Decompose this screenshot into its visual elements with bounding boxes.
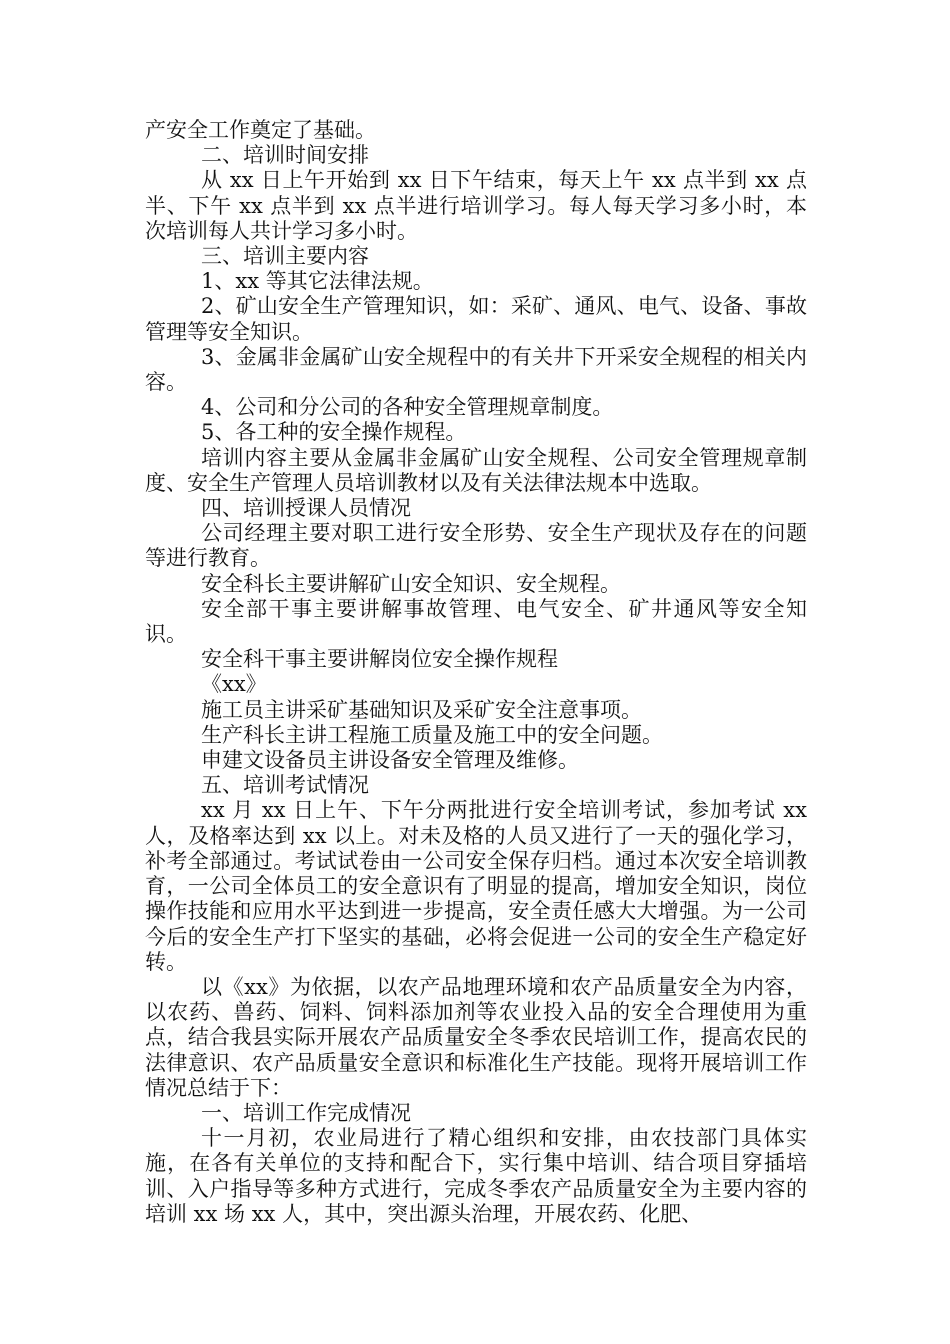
paragraph: xx 月 xx 日上午、下午分两批进行安全培训考试，参加考试 xx 人，及格率达到 xx 以上。对未及格的人员又进行了一天的强化学习，补考全部通过。考试试卷由一公司安全保存归档。通过本次安全培训教育，一公司全体员工的安全意识有了明显的提高，增加安全知识，岗位操作技能和应用水平达到进一步提高，安全责任感大大增强。为一公司今后的安全生产打下坚实的基础，必将会促进一公司的安全生产稳定好转。 (145, 798, 807, 974)
paragraph: 安全部干事主要讲解事故管理、电气安全、矿井通风等安全知识。 (145, 596, 807, 647)
list-item: 5、各工种的安全操作规程。 (201, 420, 467, 445)
paragraph: 培训内容主要从金属非金属矿山安全规程、公司安全管理规章制度、安全生产管理人员培训教材以及有关法律法规本中选取。 (145, 445, 807, 495)
paragraph: 安全科长主要讲解矿山安全知识、安全规程。 (201, 571, 621, 596)
list-item: 2、矿山安全生产管理知识，如：采矿、通风、电气、设备、事故管理等安全知识。 (145, 294, 807, 344)
section-heading: 一、培训工作完成情况 (201, 1100, 411, 1125)
section-heading: 三、培训主要内容 (201, 244, 369, 269)
list-item: 1、xx 等其它法律法规。 (201, 269, 434, 294)
section-heading: 二、培训时间安排 (201, 143, 369, 168)
paragraph: 十一月初，农业局进行了精心组织和安排，由农技部门具体实施，在各有关单位的支持和配合下，实行集中培训、结合项目穿插培训、入户指导等多种方式进行，完成冬季农产品质量安全为主要内容的培训 xx 场 xx 人，其中，突出源头治理，开展农药、化肥、 (145, 1126, 807, 1226)
paragraph: 从 xx 日上午开始到 xx 日下午结束，每天上午 xx 点半到 xx 点半、下午 xx 点半到 xx 点半进行培训学习。每人每天学习多小时，本次培训每人共计学习多小时。 (145, 168, 807, 243)
paragraph: 《xx》 (201, 672, 267, 697)
section-heading: 四、培训授课人员情况 (201, 496, 411, 521)
paragraph: 产安全工作奠定了基础。 (145, 118, 376, 142)
document-body (145, 118, 807, 1227)
paragraph: 安全科干事主要讲解岗位安全操作规程 (201, 647, 558, 672)
list-item: 4、公司和分公司的各种安全管理规章制度。 (201, 395, 614, 420)
list-item: 3、金属非金属矿山安全规程中的有关井下开采安全规程的相关内容。 (145, 344, 807, 395)
paragraph: 生产科长主讲工程施工质量及施工中的安全问题。 (201, 722, 663, 747)
paragraph: 以《xx》为依据，以农产品地理环境和农产品质量安全为内容，以农药、兽药、饲料、饲料添加剂等农业投入品的安全合理使用为重点，结合我县实际开展农产品质量安全冬季农民培训工作，提高农民的法律意识、农产品质量安全意识和标准化生产技能。现将开展培训工作情况总结于下： (145, 974, 807, 1100)
paragraph: 施工员主讲采矿基础知识及采矿安全注意事项。 (201, 697, 642, 722)
paragraph: 公司经理主要对职工进行安全形势、安全生产现状及存在的问题等进行教育。 (145, 521, 807, 571)
paragraph: 申建文设备员主讲设备安全管理及维修。 (201, 748, 579, 773)
section-heading: 五、培训考试情况 (201, 773, 369, 798)
